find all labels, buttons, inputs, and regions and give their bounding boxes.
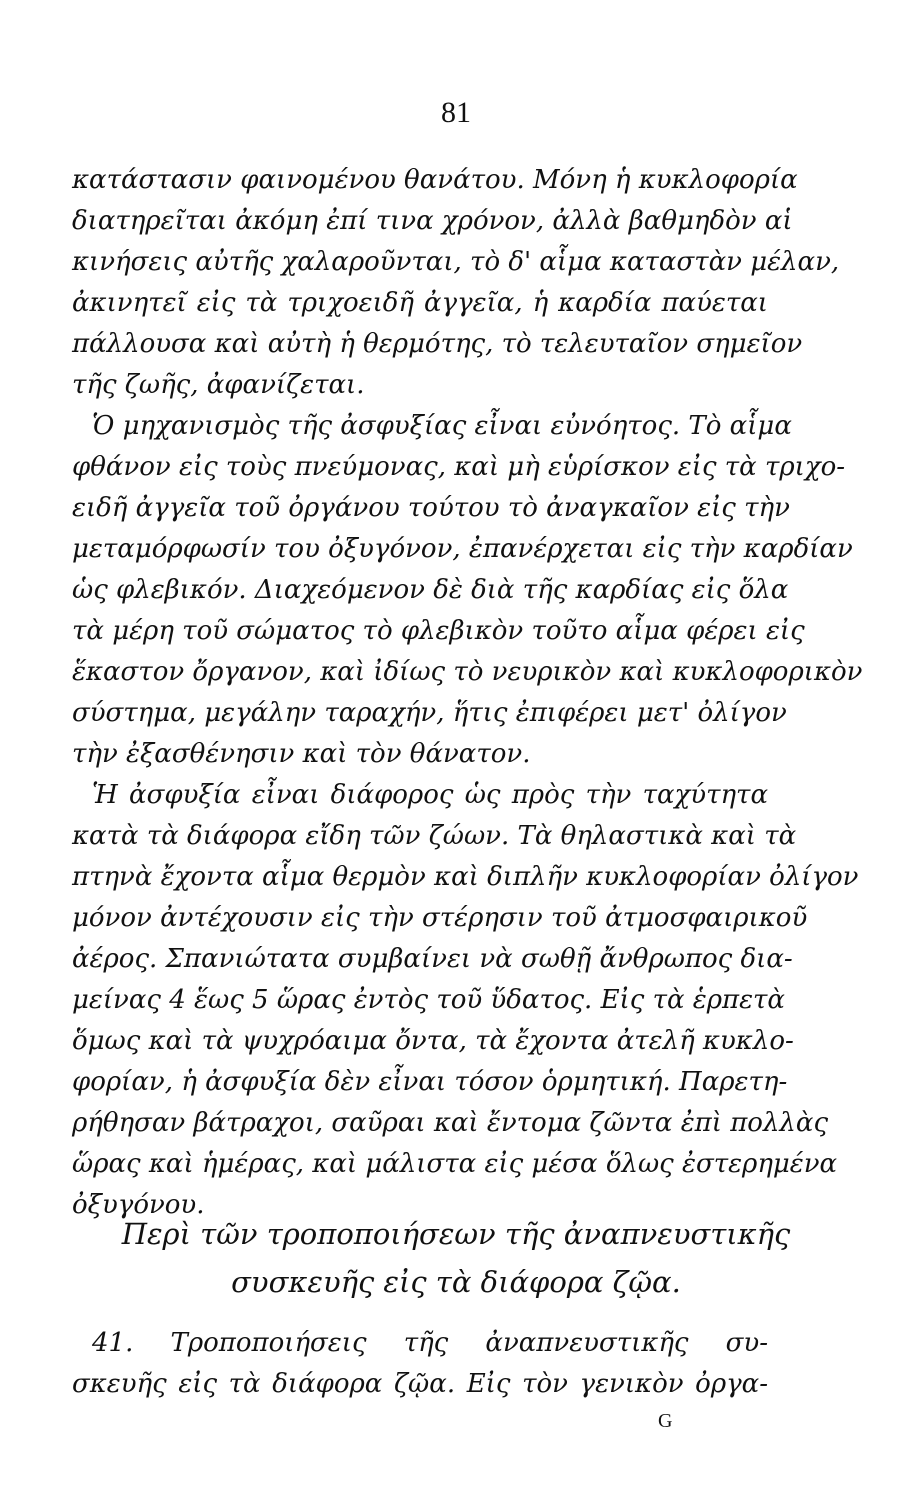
- text-line: σκευῆς εἰς τὰ διάφορα ζῷα. Εἰς τὸν γενικὸν ὀργα-: [72, 1369, 768, 1399]
- text-line: ειδῆ ἀγγεῖα τοῦ ὀργάνου τούτου τὸ ἀναγκαῖον εἰς τὴν: [72, 493, 790, 523]
- text-line: ρήθησαν βάτραχοι, σαῦραι καὶ ἔντομα ζῶντα ἐπὶ πολλὰς: [72, 1108, 829, 1138]
- text-line: τὰ μέρη τοῦ σώματος τὸ φλεβικὸν τοῦτο αἷμα φέρει εἰς: [72, 616, 805, 646]
- text-line: κατὰ τὰ διάφορα εἴδη τῶν ζώων. Τὰ θηλαστικὰ καὶ τὰ: [72, 821, 797, 851]
- page-number: 81: [441, 96, 471, 129]
- text-line: σύστημα, μεγάλην ταραχήν, ἥτις ἐπιφέρει μετ' ὀλίγον: [72, 698, 787, 728]
- text-line: ὅμως καὶ τὰ ψυχρόαιμα ὄντα, τὰ ἔχοντα ἀτελῆ κυκλο-: [72, 1026, 794, 1056]
- heading-line: συσκευῆς εἰς τὰ διάφορα ζῷα.: [231, 1265, 681, 1299]
- text-line: φορίαν, ἡ ἀσφυξία δὲν εἶναι τόσον ὁρμητική. Παρετη-: [72, 1067, 788, 1097]
- text-line: ὀξυγόνου.: [72, 1190, 205, 1220]
- text-line: διατηρεῖται ἀκόμη ἐπί τινα χρόνον, ἀλλὰ βαθμηδὸν αἱ: [72, 206, 793, 236]
- paragraph-1: [72, 160, 840, 406]
- text-line: Ἡ ἀσφυξία εἶναι διάφορος ὡς πρὸς τὴν ταχύτητα: [92, 780, 768, 810]
- text-line: πτηνὰ ἔχοντα αἷμα θερμὸν καὶ διπλῆν κυκλοφορίαν ὀλίγον: [72, 862, 859, 892]
- printer-signature-mark: G: [658, 1410, 673, 1432]
- text-line: Ὁ μηχανισμὸς τῆς ἀσφυξίας εἶναι εὐνόητος. Τὸ αἷμα: [92, 411, 792, 441]
- text-line: ἕκαστον ὄργανον, καὶ ἰδίως τὸ νευρικὸν καὶ κυκλοφορικὸν: [72, 657, 863, 687]
- heading-line: Περὶ τῶν τροποποιήσεων τῆς ἀναπνευστικῆς: [121, 1217, 791, 1251]
- text-line: πάλλουσα καὶ αὐτὴ ἡ θερμότης, τὸ τελευταῖον σημεῖον: [72, 329, 803, 359]
- paragraph-3: [72, 775, 859, 1226]
- text-line: ὥρας καὶ ἡμέρας, καὶ μάλιστα εἰς μέσα ὅλως ἐστερημένα: [72, 1149, 838, 1179]
- text-line: μείνας 4 ἕως 5 ὥρας ἐντὸς τοῦ ὕδατος. Εἰς τὰ ἑρπετὰ: [72, 985, 785, 1015]
- text-line: 41. Τροποποιήσεις τῆς ἀναπνευστικῆς συ-: [92, 1328, 768, 1358]
- text-line: τῆς ζωῆς, ἀφανίζεται.: [72, 370, 365, 400]
- text-line: τὴν ἐξασθένησιν καὶ τὸν θάνατον.: [72, 739, 531, 769]
- body-text: [72, 160, 863, 1226]
- text-line: ἀέρος. Σπανιώτατα συμβαίνει νὰ σωθῇ ἄνθρωπος δια-: [72, 944, 793, 974]
- text-line: ὡς φλεβικόν. Διαχεόμενον δὲ διὰ τῆς καρδίας εἰς ὅλα: [72, 575, 789, 605]
- text-line: μεταμόρφωσίν του ὀξυγόνον, ἐπανέρχεται εἰς τὴν καρδίαν: [72, 534, 853, 564]
- section-heading: [60, 1210, 852, 1306]
- text-line: ἀκινητεῖ εἰς τὰ τριχοειδῆ ἀγγεῖα, ἡ καρδία παύεται: [72, 288, 768, 318]
- text-line: κατάστασιν φαινομένου θανάτου. Μόνη ἡ κυκλοφορία: [72, 165, 798, 195]
- paragraph-2: [72, 406, 863, 775]
- text-line: κινήσεις αὐτῆς χαλαροῦνται, τὸ δ' αἷμα καταστὰν μέλαν,: [72, 247, 840, 277]
- section-41: [72, 1323, 768, 1405]
- text-line: φθάνον εἰς τοὺς πνεύμονας, καὶ μὴ εὑρίσκον εἰς τὰ τριχο-: [72, 452, 846, 482]
- text-line: μόνον ἀντέχουσιν εἰς τὴν στέρησιν τοῦ ἀτμοσφαιρικοῦ: [72, 903, 808, 933]
